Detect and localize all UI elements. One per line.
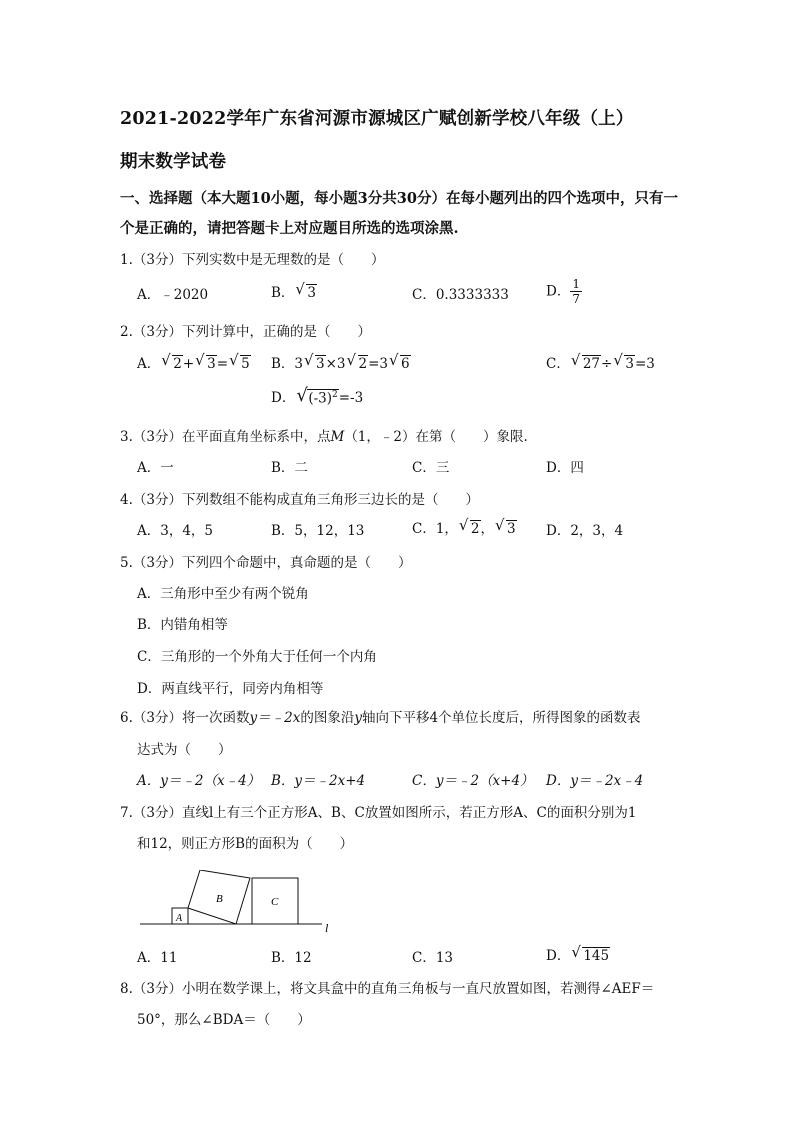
question-4-stem: 4.（3分）下列数组不能构成直角三角形三边长的是（ ）: [120, 492, 479, 508]
question-6-stem-cont: 达式为（ ）: [137, 742, 232, 758]
q7-option-b: B．12: [271, 950, 312, 966]
question-3-stem: 3.（3分）在平面直角坐标系中，点M（1，﹣2）在第（ ）象限.: [120, 429, 528, 445]
question-5-stem: 5.（3分）下列四个命题中，真命题的是（ ）: [120, 555, 412, 571]
q3-option-c: C．三: [412, 460, 450, 476]
q1-option-c: C．0.3333333: [412, 287, 509, 303]
question-8-stem: 8.（3分）小明在数学课上，将文具盒中的直角三角板与一直尺放置如图，若测得∠AEF＝: [120, 981, 655, 997]
q6-option-c: C．y＝﹣2（x+4）: [412, 773, 534, 789]
q5-option-d: D．两直线平行，同旁内角相等: [137, 681, 324, 697]
paper-title-line2: 期末数学试卷: [120, 152, 227, 172]
q2-option-c: C． √ 27÷ √ 3=3: [546, 351, 655, 372]
q3-option-b: B．二: [271, 460, 308, 476]
question-8-stem-cont: 50°，那么∠BDA＝（ ）: [137, 1012, 311, 1028]
q5-option-a: A．三角形中至少有两个锐角: [137, 586, 309, 602]
q6-option-d: D．y＝﹣2x﹣4: [546, 773, 644, 789]
q7-option-a: A．11: [137, 950, 178, 966]
q3-option-d: D．四: [546, 460, 584, 476]
q4-option-d: D．2，3，4: [546, 523, 624, 539]
label-a: A: [176, 913, 183, 924]
question-7-stem-cont: 和12，则正方形B的面积为（ ）: [137, 836, 354, 852]
section-heading-line1: 一、选择题（本大题10小题，每小题3分共30分）在每小题列出的四个选项中，只有一: [120, 190, 678, 207]
q1-option-b: B． √ 3: [271, 280, 317, 301]
q7-option-c: C．13: [412, 950, 454, 966]
q2-option-a: A． √ 2+ √ 3= √ 5: [137, 351, 250, 372]
label-b: B: [216, 893, 223, 905]
q2-option-d: D． √ $(-3)^2=-3$: [271, 384, 364, 406]
squares-figure: [140, 870, 340, 936]
section-heading-line2: 个是正确的，请把答题卡上对应题目所选的选项涂黑.: [120, 220, 459, 237]
q4-option-c: C．1， √ 2， √ 3: [412, 516, 516, 537]
paper-title-line1: 2021-2022学年广东省河源市源城区广赋创新学校八年级（上）: [120, 109, 634, 129]
q1-option-d: D． $\frac{1}{7}$: [546, 277, 580, 307]
label-l: l: [325, 921, 329, 935]
q2-option-b: B．3 √ 3×3 √ 2=3 √ 6: [271, 351, 410, 372]
q6-option-a: A．y＝﹣2（x﹣4）: [137, 773, 261, 789]
q3-option-a: A．一: [137, 460, 174, 476]
q4-option-b: B．5，12，13: [271, 523, 365, 539]
q5-option-c: C．三角形的一个外角大于任何一个内角: [137, 649, 377, 665]
q1-option-a: A．﹣2020: [137, 287, 209, 303]
label-c: C: [271, 896, 279, 908]
question-1-stem: 1.（3分）下列实数中是无理数的是（ ）: [120, 252, 385, 268]
question-2-stem: 2.（3分）下列计算中，正确的是（ ）: [120, 324, 371, 340]
q7-option-d: D． √ 145: [546, 943, 610, 964]
q6-option-b: B．y＝﹣2x+4: [271, 773, 366, 789]
question-7-stem: 7.（3分）直线l上有三个正方形A、B、C放置如图所示，若正方形A、C的面积分别为1: [120, 805, 637, 821]
q4-option-a: A．3，4，5: [137, 523, 214, 539]
q5-option-b: B．内错角相等: [137, 617, 228, 633]
question-6-stem: 6.（3分）将一次函数y＝﹣2x的图象沿y轴向下平移4个单位长度后，所得图象的函数表: [120, 710, 641, 726]
